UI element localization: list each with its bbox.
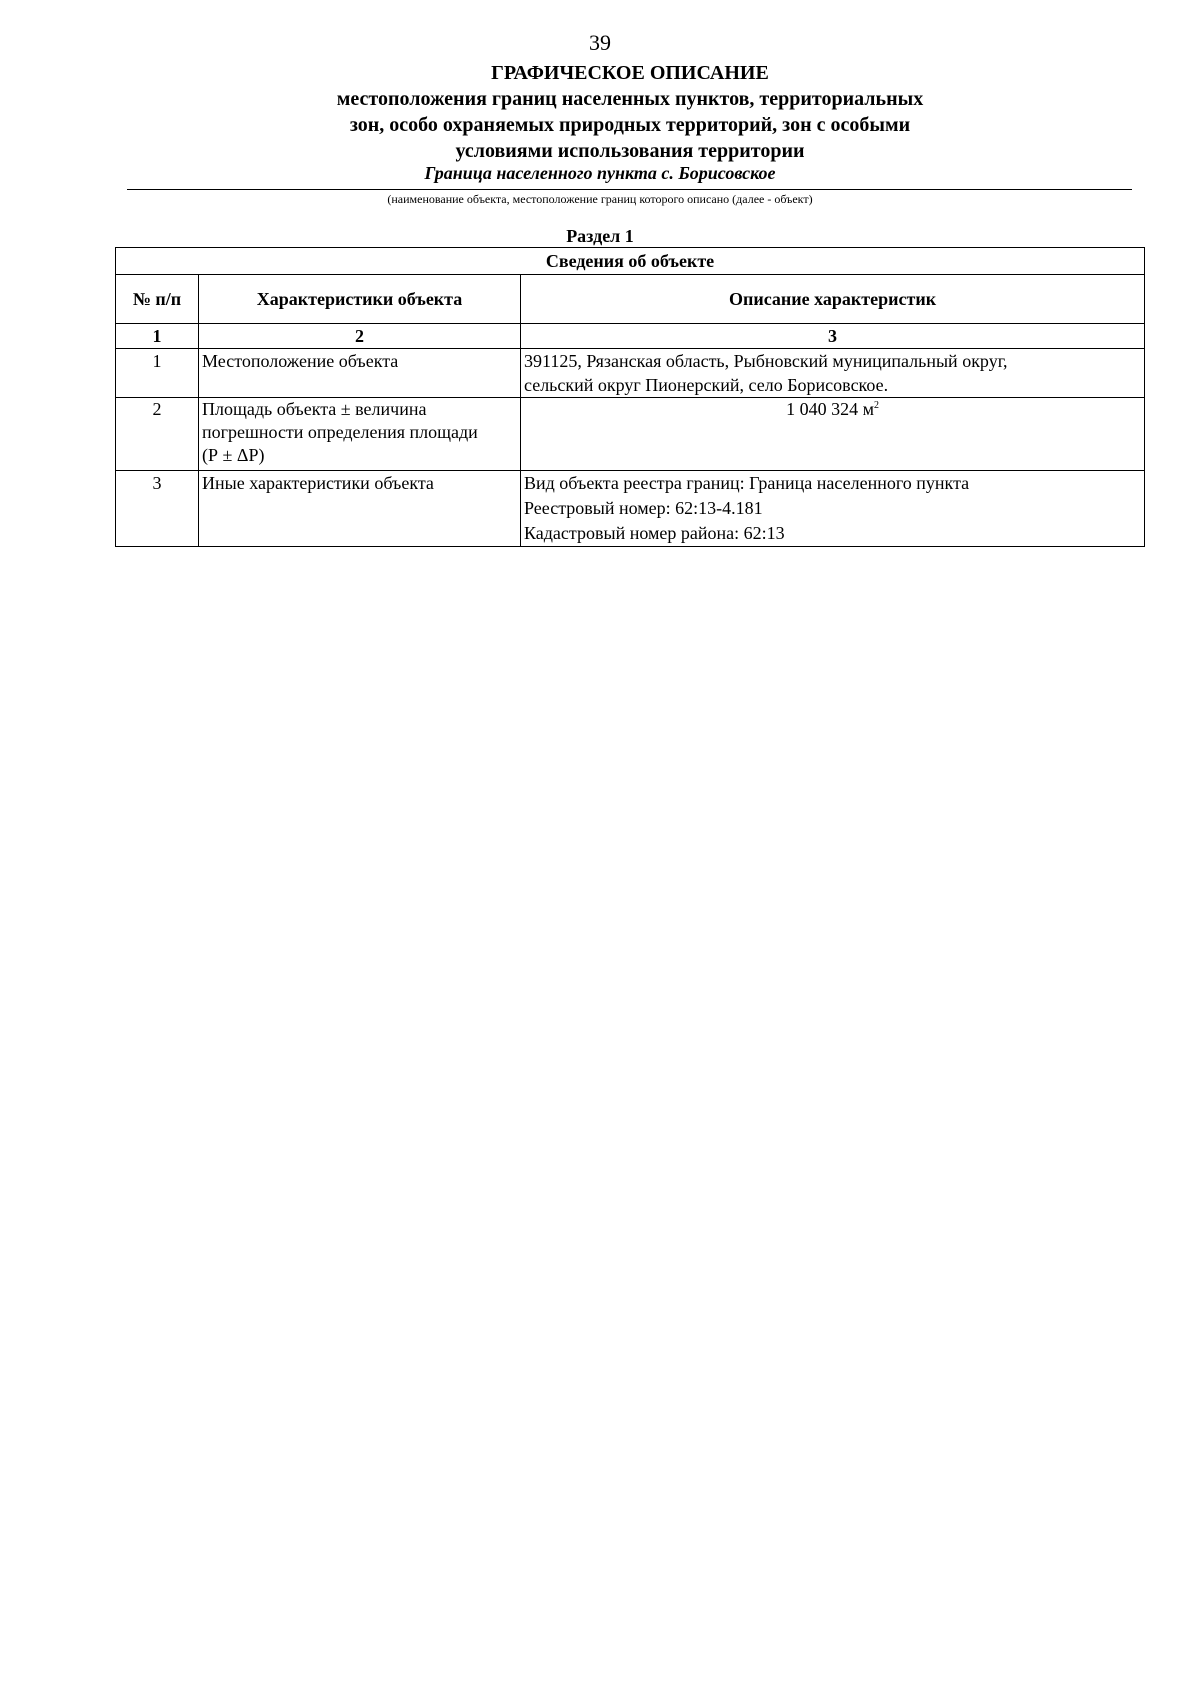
row-number: 1 (116, 349, 199, 398)
table-caption: Сведения об объекте (116, 248, 1145, 275)
table-caption-row (116, 248, 1145, 275)
heading-subtitle-line-2: зон, особо охраняемых природных территорий, зон с особыми (349, 114, 911, 136)
object-info-table (115, 247, 1145, 547)
description-line: Вид объекта реестра границ: Граница населенного пункта (524, 473, 970, 493)
object-name-caption: (наименование объекта, местоположение границ которого описано (далее - объект) (387, 192, 813, 206)
area-unit-superscript: 2 (873, 400, 879, 411)
column-number: 3 (521, 324, 1145, 349)
column-header-description: Описание характеристик (521, 275, 1145, 324)
description-line: сельский округ Пионерский, село Борисовское. (524, 375, 889, 395)
characteristic-line: (Р ± ΔР) (202, 445, 265, 465)
table-row (116, 398, 1145, 471)
table-row (116, 349, 1145, 398)
document-heading (230, 60, 1030, 164)
table-row (116, 471, 1145, 547)
row-description (521, 349, 1145, 398)
heading-subtitle-line-1: местоположения границ населенных пунктов, территориальных (336, 88, 924, 110)
characteristic-line: Площадь объекта ± величина (202, 399, 427, 419)
row-number: 3 (116, 471, 199, 547)
column-number: 2 (199, 324, 521, 349)
table-header-row (116, 275, 1145, 324)
area-value: 1 040 324 м (786, 399, 874, 419)
heading-title: ГРАФИЧЕСКОЕ ОПИСАНИЕ (491, 62, 769, 84)
row-characteristic: Местоположение объекта (199, 349, 521, 398)
row-characteristic: Иные характеристики объекта (199, 471, 521, 547)
description-line: 391125, Рязанская область, Рыбновский муниципальный округ, (524, 351, 1008, 371)
page-number: 39 (589, 30, 611, 55)
section-title: Раздел 1 (566, 226, 634, 246)
heading-subtitle-line-3: условиями использования территории (455, 140, 805, 162)
description-line: Кадастровый номер района: 62:13 (524, 523, 785, 543)
row-description (521, 398, 1145, 471)
row-number: 2 (116, 398, 199, 471)
description-line: Реестровый номер: 62:13-4.181 (524, 498, 763, 518)
object-name: Граница населенного пункта с. Борисовское (424, 163, 776, 183)
column-header-characteristic: Характеристики объекта (199, 275, 521, 324)
column-number-row (116, 324, 1145, 349)
column-header-number: № п/п (116, 275, 199, 324)
row-description (521, 471, 1145, 547)
characteristic-line: погрешности определения площади (202, 422, 478, 442)
object-name-underline (127, 189, 1132, 190)
column-number: 1 (116, 324, 199, 349)
row-characteristic (199, 398, 521, 471)
